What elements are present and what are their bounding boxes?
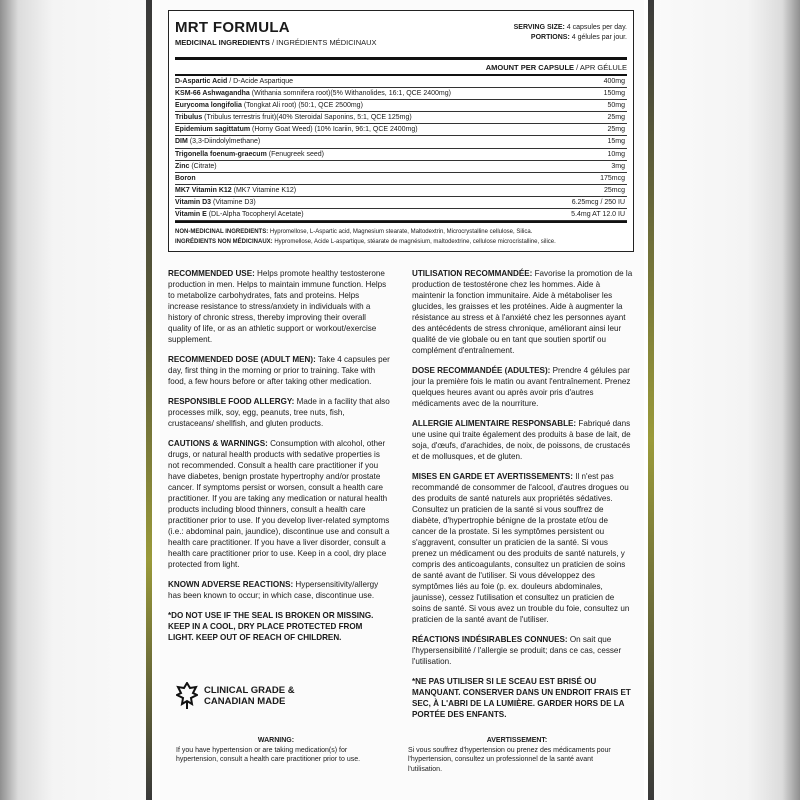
- french-section-label: ALLERGIE ALIMENTAIRE RESPONSABLE:: [412, 419, 577, 428]
- ingredient-name: [175, 197, 256, 208]
- ingredient-name: [175, 76, 293, 87]
- ingredient-name-bold: Vitamin E: [175, 211, 207, 219]
- badge-line-2: CANADIAN MADE: [204, 696, 286, 707]
- directions-columns: [168, 268, 634, 729]
- subtitle-fr: / INGRÉDIENTS MÉDICINAUX: [269, 38, 377, 47]
- english-section-label: CAUTIONS & WARNINGS:: [168, 439, 268, 448]
- ingredient-amount: 25mg: [607, 126, 625, 134]
- ingredient-row: [175, 76, 627, 88]
- ingredient-name-bold: KSM-66 Ashwagandha: [175, 90, 250, 98]
- french-section-text: Prendre 4 gélules par jour la première fois le matin ou avant l'entraînement. Prenez quelques heures avant ou après avoir pris d'autres médicaments avec de la nourriture.: [412, 366, 631, 408]
- ingredient-amount: 15mg: [607, 138, 625, 146]
- product-title: MRT FORMULA: [175, 19, 290, 36]
- ingredient-amount: 25mcg: [603, 186, 625, 194]
- ingredient-detail: (Citrate): [189, 162, 217, 170]
- french-column: [412, 268, 634, 729]
- ingredient-amount: 25mg: [607, 114, 625, 122]
- ingredient-detail: (Tribulus terrestris fruit)(40% Steroidal Saponins, 5:1, QCE 125mg): [202, 114, 412, 122]
- ingredient-detail: (MK7 Vitamine K12): [231, 186, 297, 194]
- ingredient-row: [175, 112, 627, 124]
- nonmed-fr-text: Hypromellose, Acide L-aspartique, stéarate de magnésium, maltodextrine, cellulose microcristalline, silice.: [272, 239, 556, 246]
- english-section: [168, 268, 390, 345]
- french-section: [412, 634, 634, 667]
- ingredient-row: [175, 100, 627, 112]
- ingredient-name-bold: Zinc: [175, 162, 190, 170]
- french-section-label: RÉACTIONS INDÉSIRABLES CONNUES:: [412, 635, 568, 644]
- ingredient-detail: (Vitamine D3): [211, 198, 256, 206]
- portions: [514, 33, 627, 43]
- french-section-text: Il n'est pas recommandé de consommer de l'alcool, d'autres drogues ou des produits de santé naturels aux propriétés sédatives. Consultez un praticien de la santé si vous souffrez de diabète, d'hypertrophie bénigne de la prostate et/ou de cancer de la prostate. Si les symptômes persistent ou s'aggravent, consulter un praticien de la santé. Si vous prenez un médicament ou des produits de santé naturels, y compris des anticoagulants, consultez un praticien de soins de santé avant de l'utiliser. Si vous développez des symptômes liés au foie (p. ex. douleurs abdominales, jaunisse), cessez l'utilisation et consultez un praticien de soins de santé. Si vous avez un trouble du foie, consultez un praticien de la santé avant de l'utiliser.: [412, 472, 630, 624]
- english-section: [168, 438, 390, 570]
- ingredient-name: [175, 185, 296, 196]
- ingredient-detail: (DL-Alpha Tocopheryl Acetate): [206, 211, 304, 219]
- ingredient-name: [175, 112, 412, 123]
- warning-en: [176, 736, 376, 765]
- ingredient-name-bold: DIM: [175, 138, 188, 146]
- nonmed-fr-label: INGRÉDIENTS NON MÉDICINAUX:: [175, 239, 273, 246]
- amount-header-en: AMOUNT PER CAPSULE: [485, 63, 575, 72]
- warning-en-text: If you have hypertension or are taking medication(s) for hypertension, consult a health care practitioner prior to use.: [176, 746, 361, 763]
- french-section: [412, 471, 634, 625]
- ingredient-row: [175, 197, 627, 209]
- ingredient-row: [175, 185, 627, 197]
- french-section: [412, 676, 634, 720]
- english-section-label: *DO NOT USE IF THE SEAL IS BROKEN OR MISSING. KEEP IN A COOL, DRY PLACE PROTECTED FROM LIGHT. KEEP OUT OF REACH OF CHILDREN.: [168, 611, 374, 642]
- serving-label: SERVING SIZE:: [513, 24, 565, 31]
- nonmed-en: [175, 227, 627, 237]
- ingredient-amount: 150mg: [603, 90, 625, 98]
- ingredient-amount: 400mg: [603, 78, 625, 85]
- ingredient-name: [175, 136, 260, 147]
- nonmed-en-text: Hypromellose, L-Aspartic acid, Magnesium stearate, Maltodextrin, Microcrystalline cellulose, Silica.: [268, 229, 533, 236]
- ingredient-row: [175, 161, 627, 173]
- english-section: [168, 579, 390, 601]
- ingredient-row: [175, 173, 627, 185]
- ingredient-name-bold: Boron: [175, 174, 196, 182]
- ingredient-name: [175, 161, 217, 172]
- ingredient-name-bold: MK7 Vitamin K12: [175, 186, 232, 194]
- english-section-label: KNOWN ADVERSE REACTIONS:: [168, 580, 294, 589]
- badge-text: [204, 685, 295, 707]
- nonmed-en-label: NON-MEDICINAL INGREDIENTS:: [175, 229, 269, 236]
- serving-value: 4 capsules per day.: [564, 24, 627, 31]
- ingredient-row: [175, 124, 627, 136]
- amount-column-header: [175, 60, 627, 76]
- english-section-text: Helps promote healthy testosterone production in men. Helps to maintain immune function. Helps to metabolize carbohydrates, fats and proteins. Helps increase resistance to stress/anxiety in individuals with a history of chronic stress, thereby improving their overall quality of life, or as an athletic support or workout/exercise supplement.: [168, 269, 387, 344]
- ingredient-name-bold: Trigonella foenum-graecum: [175, 150, 267, 158]
- ingredient-amount: 6.25mcg / 250 IU: [571, 198, 625, 206]
- english-section: [168, 396, 390, 429]
- english-section-label: RESPONSIBLE FOOD ALLERGY:: [168, 397, 295, 406]
- ingredient-row: [175, 88, 627, 100]
- ingredient-amount: 50mg: [607, 102, 625, 110]
- facts-header: [175, 19, 627, 60]
- french-section-label: MISES EN GARDE ET AVERTISSEMENTS:: [412, 472, 573, 481]
- ingredient-detail: (Fenugreek seed): [266, 150, 324, 158]
- english-section: [168, 610, 390, 643]
- ingredient-name: [175, 209, 304, 220]
- english-section-label: RECOMMENDED DOSE (ADULT MEN):: [168, 355, 316, 364]
- ingredient-name-bold: Vitamin D3: [175, 198, 212, 206]
- ingredient-name: [175, 88, 451, 99]
- serving-size: [514, 23, 627, 33]
- ingredient-amount: 5.4mg AT 12.0 IU: [571, 211, 625, 219]
- ingredient-name: [175, 149, 324, 160]
- english-section-text: Consumption with alcohol, other drugs, or natural health products with sedative properties is not recommended. Consult a health care practitioner if you have diabetes, benign prostate hypertrophy and/or prostate cancer. If symptoms persist or worsen, consult a health care practitioner. If you are taking any medication or natural health products including blood thinners, consult a health care practitioner prior to use. If you develop liver-related symptoms (i.e.: abdominal pain, jaundice), discontinue use and consult a health care practitioner. If you have a liver disorder, consult a health care practitioner prior to use. Keep in a cool, dry place protected from light.: [168, 439, 390, 569]
- ingredient-row: [175, 136, 627, 148]
- ingredient-detail: (Tongkat Ali root) (50:1, QCE 2500mg): [241, 102, 363, 110]
- ingredient-detail: / D-Acide Aspartique: [227, 78, 294, 85]
- ingredient-name-bold: Tribulus: [175, 114, 203, 122]
- english-section-text: Made in a facility that also processes milk, soy, egg, peanuts, tree nuts, fish, crustaceans/ shellfish, and gluten products.: [168, 397, 390, 428]
- ingredient-detail: (Horny Goat Weed) (10% Icariin, 96:1, QCE 2400mg): [250, 126, 418, 134]
- box-left-edge: [0, 0, 152, 800]
- english-column: [168, 268, 390, 729]
- french-section: [412, 268, 634, 356]
- serving-info: [514, 23, 627, 43]
- ingredient-row: [175, 149, 627, 161]
- ingredient-rows: [175, 76, 627, 223]
- french-section-label: UTILISATION RECOMMANDÉE:: [412, 269, 533, 278]
- ingredient-name-bold: Eurycoma longifolia: [175, 102, 242, 110]
- warning-fr: [408, 736, 626, 774]
- ingredient-amount: 10mg: [607, 150, 625, 158]
- warning-fr-text: Si vous souffrez d'hypertension ou prenez des médicaments pour l'hypertension, consultez un professionnel de la santé avant l'utilisation.: [408, 746, 611, 773]
- english-section-label: RECOMMENDED USE:: [168, 269, 255, 278]
- nonmed-fr: [175, 237, 627, 247]
- ingredient-amount: 175mcg: [600, 174, 625, 182]
- clinical-grade-badge: [176, 682, 295, 710]
- subtitle-en: MEDICINAL INGREDIENTS: [175, 38, 270, 47]
- badge-line-1: CLINICAL GRADE &: [204, 685, 295, 696]
- french-section-text: Favorise la promotion de la production de testostérone chez les hommes. Aide à maintenir la fonction immunitaire. Aide à métaboliser les glucides, les graisses et les protéines. Aide à augmenter la résistance au stress et à l'anxiété chez les personnes ayant des antécédents de stress chronique, améliorant ainsi leur qualité de vie globale ou en tant que soutien sportif ou complément d'entraînement.: [412, 269, 633, 355]
- ingredient-name: [175, 173, 196, 184]
- warning-en-title: WARNING:: [257, 737, 295, 744]
- portions-label: PORTIONS:: [530, 34, 570, 41]
- french-section-label: *NE PAS UTILISER SI LE SCEAU EST BRISÉ OU MANQUANT. CONSERVER DANS UN ENDROIT FRAIS ET SEC, À L'ABRI DE LA LUMIÈRE. GARDER HORS DE LA PORTÉE DES ENFANTS.: [412, 677, 631, 719]
- medicinal-ingredients-table: [168, 10, 634, 252]
- ingredient-name: [175, 100, 363, 111]
- canada-leaf-icon: [176, 682, 198, 710]
- non-medicinal-ingredients: [175, 223, 627, 247]
- ingredient-row: [175, 209, 627, 221]
- portions-value: 4 gélules par jour.: [569, 34, 627, 41]
- english-section: [168, 354, 390, 387]
- warning-fr-title: AVERTISSEMENT:: [486, 737, 548, 744]
- ingredient-detail: (3,3-Diindolylmethane): [187, 138, 261, 146]
- box-right-edge: [650, 0, 800, 800]
- ingredient-detail: (Withania somnifera root)(5% Withanolides, 16:1, QCE 2400mg): [249, 90, 451, 98]
- ingredient-name: [175, 124, 418, 135]
- english-section-text: Take 4 capsules per day, first thing in the morning or prior to training. Take with food, a few hours before or after taking other medication.: [168, 355, 390, 386]
- ingredient-name-bold: D-Aspartic Acid: [175, 78, 228, 85]
- french-section-label: DOSE RECOMMANDÉE (ADULTES):: [412, 366, 551, 375]
- ingredient-amount: 3mg: [611, 162, 625, 170]
- french-section: [412, 365, 634, 409]
- ingredient-name-bold: Epidemium sagittatum: [175, 126, 251, 134]
- french-section-text: On sait que l'hypersensibilité / l'allergie se produit; dans ce cas, cesser l'utilisation.: [412, 635, 622, 666]
- french-section: [412, 418, 634, 462]
- french-section-text: Fabriqué dans une usine qui traite également des produits à base de lait, de soja, d'œufs, d'arachides, de noix, de poissons, de crustacés et de mollusques, et de gluten.: [412, 419, 631, 461]
- amount-header-fr: / APR GÉLULE: [574, 63, 627, 72]
- english-section-text: Hypersensitivity/allergy has been known to occur; in which case, discontinue use.: [168, 580, 379, 600]
